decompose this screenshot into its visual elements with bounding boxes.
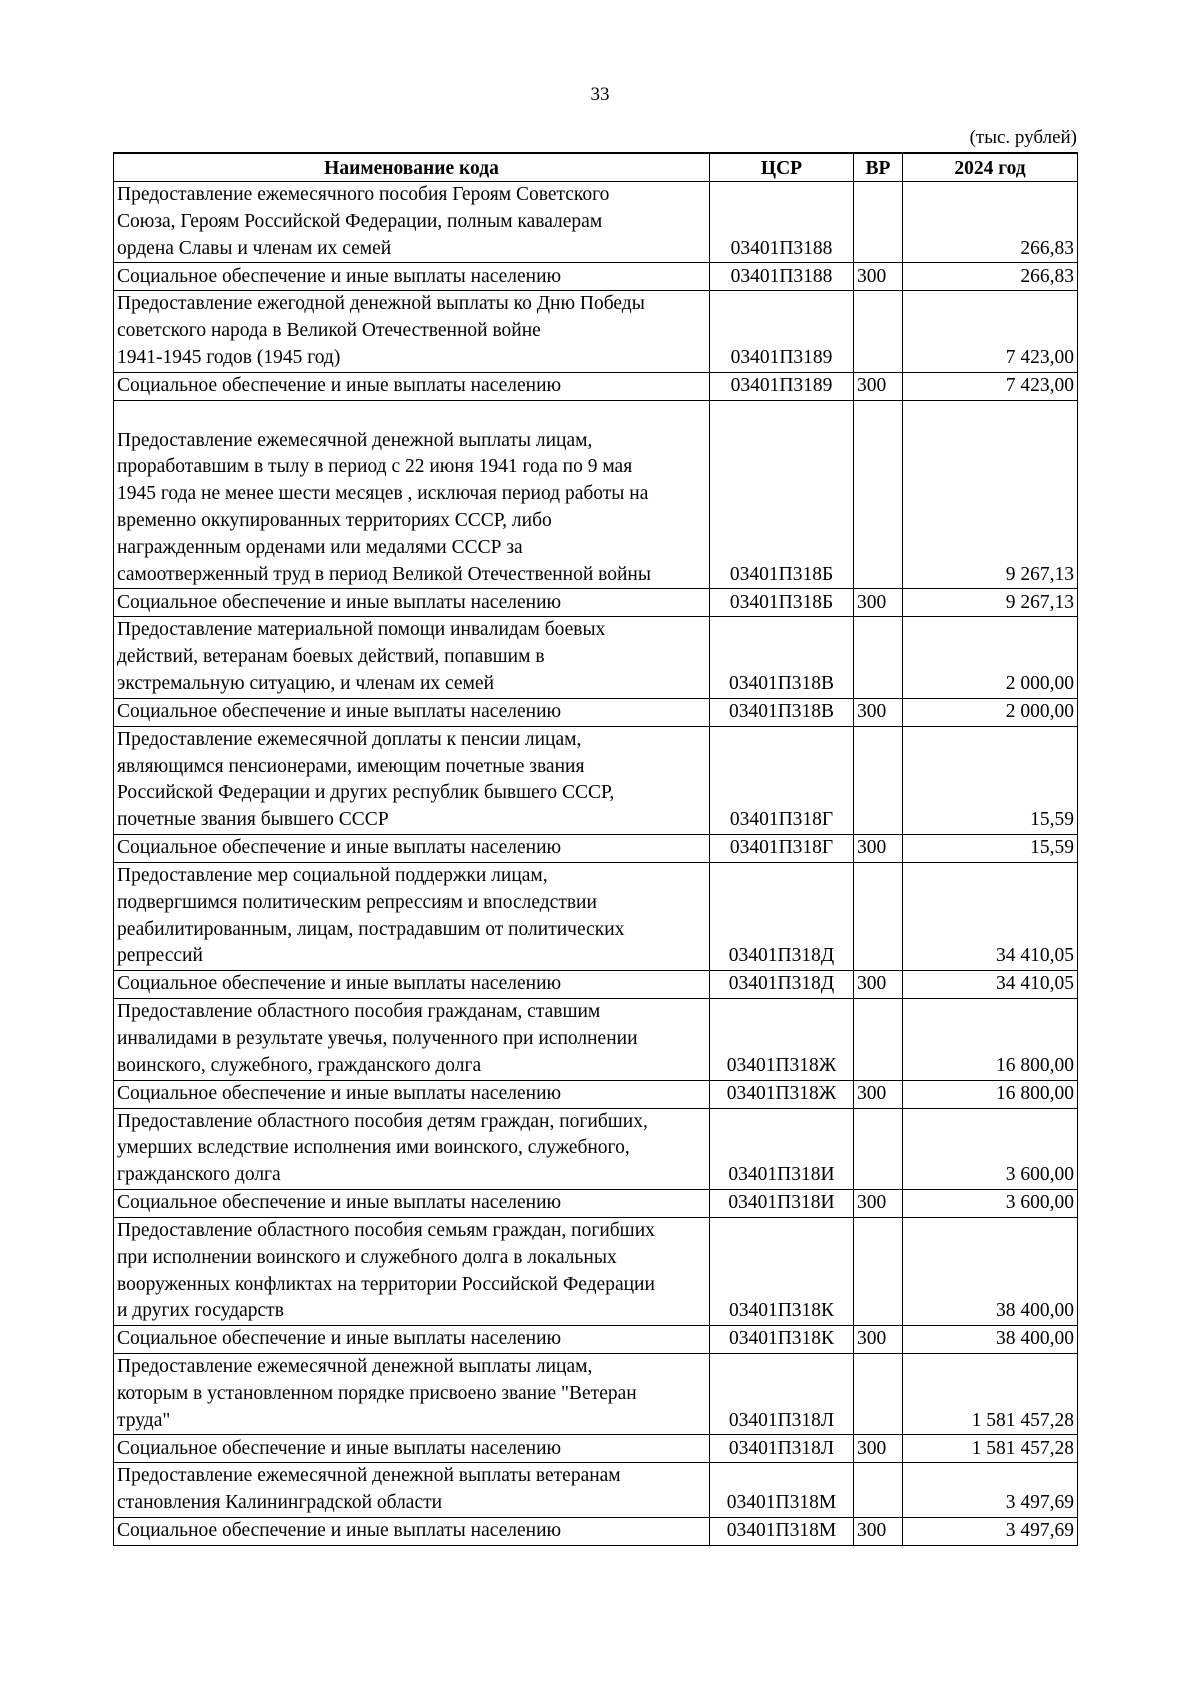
name-line: подвергшимся политическим репрессиям и впоследствии <box>117 891 597 913</box>
name-line: Социальное обеспечение и иные выплаты населению <box>117 1520 562 1542</box>
cell-vr: 300 <box>854 1080 903 1108</box>
name-line: инвалидами в результате увечья, полученного при исполнении <box>117 1027 638 1049</box>
cell-name <box>114 1080 710 1108</box>
budget-table <box>113 152 1078 1546</box>
cell-csr: 03401П3188 <box>710 182 854 263</box>
cell-vr: 300 <box>854 1518 903 1546</box>
name-line: самоотверженный труд в период Великой Отечественной войны <box>117 563 651 585</box>
cell-name <box>114 999 710 1080</box>
cell-name <box>114 617 710 698</box>
cell-csr: 03401П318И <box>710 1108 854 1189</box>
table-row <box>114 1217 1078 1325</box>
unit-label: (тыс. рублей) <box>969 127 1077 148</box>
table-row <box>114 263 1078 291</box>
name-line: труда" <box>117 1409 171 1431</box>
name-line: Социальное обеспечение и иные выплаты населению <box>117 837 562 859</box>
cell-name <box>114 1189 710 1217</box>
cell-name <box>114 291 710 372</box>
cell-csr: 03401П318Л <box>710 1435 854 1463</box>
name-line: награжденным орденами или медалями СССР за <box>117 536 523 558</box>
table-row <box>114 1463 1078 1518</box>
cell-vr <box>854 1108 903 1189</box>
table-row <box>114 291 1078 372</box>
name-line: вооруженных конфликтах на территории Российской Федерации <box>117 1273 655 1295</box>
name-line: Предоставление областного пособия детям граждан, погибших, <box>117 1110 648 1132</box>
table-row <box>114 971 1078 999</box>
name-line: ордена Славы и членам их семей <box>117 237 392 259</box>
cell-vr: 300 <box>854 698 903 726</box>
name-line: Социальное обеспечение и иные выплаты населению <box>117 591 562 613</box>
page-number: 33 <box>590 84 610 105</box>
name-line: Социальное обеспечение и иные выплаты населению <box>117 973 562 995</box>
name-line: Социальное обеспечение и иные выплаты населению <box>117 1082 562 1104</box>
cell-vr: 300 <box>854 1189 903 1217</box>
name-line: Социальное обеспечение и иные выплаты населению <box>117 1328 562 1350</box>
cell-name <box>114 1435 710 1463</box>
cell-amount: 16 800,00 <box>903 1080 1078 1108</box>
name-line: репрессий <box>117 945 203 967</box>
cell-csr: 03401П318Ж <box>710 999 854 1080</box>
name-line: Предоставление материальной помощи инвалидам боевых <box>117 619 606 641</box>
name-line: Предоставление ежемесячной доплаты к пенсии лицам, <box>117 728 582 750</box>
cell-csr: 03401П318К <box>710 1326 854 1354</box>
cell-name <box>114 1354 710 1435</box>
cell-name <box>114 862 710 970</box>
name-line: являющимся пенсионерами, имеющим почетные звания <box>117 755 585 777</box>
name-line: Предоставление областного пособия семьям граждан, погибших <box>117 1219 655 1241</box>
table-row <box>114 182 1078 263</box>
name-line: Предоставление ежегодной денежной выплаты ко Дню Победы <box>117 293 645 315</box>
cell-amount: 266,83 <box>903 182 1078 263</box>
name-line: действий, ветеранам боевых действий, попавшим в <box>117 646 545 668</box>
cell-amount: 34 410,05 <box>903 862 1078 970</box>
cell-vr: 300 <box>854 834 903 862</box>
name-line: Социальное обеспечение и иные выплаты населению <box>117 374 562 396</box>
cell-name <box>114 834 710 862</box>
name-line: Социальное обеспечение и иные выплаты населению <box>117 1437 562 1459</box>
cell-csr: 03401П318Б <box>710 400 854 589</box>
name-line: Союза, Героям Российской Федерации, полным кавалерам <box>117 210 603 232</box>
cell-csr: 03401П318Ж <box>710 1080 854 1108</box>
table-row <box>114 1080 1078 1108</box>
name-line: 1945 года не менее шести месяцев , исключая период работы на <box>117 483 649 505</box>
cell-amount: 38 400,00 <box>903 1326 1078 1354</box>
table-row <box>114 1435 1078 1463</box>
cell-csr: 03401П318И <box>710 1189 854 1217</box>
table-row <box>114 1108 1078 1189</box>
cell-csr: 03401П318М <box>710 1463 854 1518</box>
cell-vr <box>854 999 903 1080</box>
cell-name <box>114 1518 710 1546</box>
cell-csr: 03401П318К <box>710 1217 854 1325</box>
cell-amount: 38 400,00 <box>903 1217 1078 1325</box>
cell-amount: 3 497,69 <box>903 1518 1078 1546</box>
cell-csr: 03401П318Г <box>710 726 854 834</box>
cell-vr <box>854 1217 903 1325</box>
cell-name <box>114 726 710 834</box>
cell-amount: 1 581 457,28 <box>903 1354 1078 1435</box>
cell-csr: 03401П318М <box>710 1518 854 1546</box>
table-row <box>114 617 1078 698</box>
cell-vr: 300 <box>854 1326 903 1354</box>
cell-amount: 9 267,13 <box>903 400 1078 589</box>
name-line: Предоставление мер социальной поддержки лицам, <box>117 864 548 886</box>
name-line: Предоставление ежемесячной денежной выплаты ветеранам <box>117 1465 621 1487</box>
table-row <box>114 1326 1078 1354</box>
table-row <box>114 834 1078 862</box>
header-name: Наименование кода <box>114 153 710 182</box>
cell-amount: 3 600,00 <box>903 1108 1078 1189</box>
table-body <box>114 182 1078 1546</box>
cell-amount: 2 000,00 <box>903 698 1078 726</box>
name-line: Социальное обеспечение и иные выплаты населению <box>117 265 562 287</box>
header-csr: ЦСР <box>710 153 854 182</box>
name-line: почетные звания бывшего СССР <box>117 809 389 831</box>
cell-name <box>114 182 710 263</box>
name-line: советского народа в Великой Отечественной войне <box>117 320 541 342</box>
cell-vr: 300 <box>854 589 903 617</box>
cell-csr: 03401П3189 <box>710 291 854 372</box>
cell-csr: 03401П318Д <box>710 862 854 970</box>
cell-name <box>114 971 710 999</box>
header-vr: ВР <box>854 153 903 182</box>
cell-vr <box>854 1463 903 1518</box>
cell-name <box>114 1463 710 1518</box>
cell-amount: 2 000,00 <box>903 617 1078 698</box>
name-line: реабилитированным, лицам, пострадавшим от политических <box>117 918 625 940</box>
table-row <box>114 1189 1078 1217</box>
cell-csr: 03401П318В <box>710 617 854 698</box>
name-line: гражданского долга <box>117 1164 281 1186</box>
name-line: 1941-1945 годов (1945 год) <box>117 346 341 368</box>
name-line: которым в установленном порядке присвоено звание "Ветеран <box>117 1382 637 1404</box>
name-line: и других государств <box>117 1300 284 1322</box>
name-line: Предоставление ежемесячной денежной выплаты лицам, <box>117 1356 593 1378</box>
name-line: экстремальную ситуацию, и членам их семей <box>117 672 495 694</box>
table-row <box>114 726 1078 834</box>
table-row <box>114 1518 1078 1546</box>
name-line: умерших вследствие исполнения ими воинского, служебного, <box>117 1137 630 1159</box>
table-row <box>114 999 1078 1080</box>
name-line: воинского, служебного, гражданского долга <box>117 1054 482 1076</box>
cell-csr: 03401П318Л <box>710 1354 854 1435</box>
cell-name <box>114 1217 710 1325</box>
cell-csr: 03401П318Д <box>710 971 854 999</box>
table-row <box>114 400 1078 589</box>
table-header-row <box>114 153 1078 182</box>
table-row <box>114 698 1078 726</box>
cell-amount: 15,59 <box>903 834 1078 862</box>
cell-vr: 300 <box>854 971 903 999</box>
cell-vr <box>854 291 903 372</box>
cell-vr: 300 <box>854 372 903 400</box>
cell-amount: 7 423,00 <box>903 372 1078 400</box>
cell-vr <box>854 1354 903 1435</box>
name-line: Предоставление областного пособия гражданам, ставшим <box>117 1001 601 1023</box>
name-line: временно оккупированных территориях СССР, либо <box>117 509 552 531</box>
cell-name <box>114 263 710 291</box>
cell-csr: 03401П3188 <box>710 263 854 291</box>
cell-amount: 3 600,00 <box>903 1189 1078 1217</box>
name-line: Социальное обеспечение и иные выплаты населению <box>117 1192 562 1214</box>
cell-name <box>114 372 710 400</box>
cell-name <box>114 1108 710 1189</box>
table-row <box>114 589 1078 617</box>
cell-vr <box>854 617 903 698</box>
cell-amount: 266,83 <box>903 263 1078 291</box>
cell-csr: 03401П318В <box>710 698 854 726</box>
name-line: проработавшим в тылу в период с 22 июня 1941 года по 9 мая <box>117 456 633 478</box>
cell-csr: 03401П318Г <box>710 834 854 862</box>
cell-amount: 34 410,05 <box>903 971 1078 999</box>
cell-vr <box>854 182 903 263</box>
cell-vr <box>854 400 903 589</box>
cell-amount: 1 581 457,28 <box>903 1435 1078 1463</box>
cell-vr <box>854 726 903 834</box>
cell-amount: 9 267,13 <box>903 589 1078 617</box>
cell-name <box>114 589 710 617</box>
cell-amount: 16 800,00 <box>903 999 1078 1080</box>
cell-amount: 3 497,69 <box>903 1463 1078 1518</box>
cell-vr: 300 <box>854 1435 903 1463</box>
name-line <box>117 401 706 428</box>
name-line: при исполнении воинского и служебного долга в локальных <box>117 1246 617 1268</box>
table-row <box>114 1354 1078 1435</box>
cell-vr: 300 <box>854 263 903 291</box>
name-line: Социальное обеспечение и иные выплаты населению <box>117 700 562 722</box>
cell-name <box>114 698 710 726</box>
name-line: становления Калининградской области <box>117 1492 443 1514</box>
table-row <box>114 372 1078 400</box>
header-year: 2024 год <box>903 153 1078 182</box>
name-line: Предоставление ежемесячного пособия Героям Советского <box>117 184 610 205</box>
cell-csr: 03401П318Б <box>710 589 854 617</box>
cell-csr: 03401П3189 <box>710 372 854 400</box>
cell-vr <box>854 862 903 970</box>
name-line: Предоставление ежемесячной денежной выплаты лицам, <box>117 429 593 451</box>
table-row <box>114 862 1078 970</box>
cell-amount: 15,59 <box>903 726 1078 834</box>
cell-name <box>114 400 710 589</box>
name-line: Российской Федерации и других республик бывшего СССР, <box>117 782 615 804</box>
cell-amount: 7 423,00 <box>903 291 1078 372</box>
cell-name <box>114 1326 710 1354</box>
